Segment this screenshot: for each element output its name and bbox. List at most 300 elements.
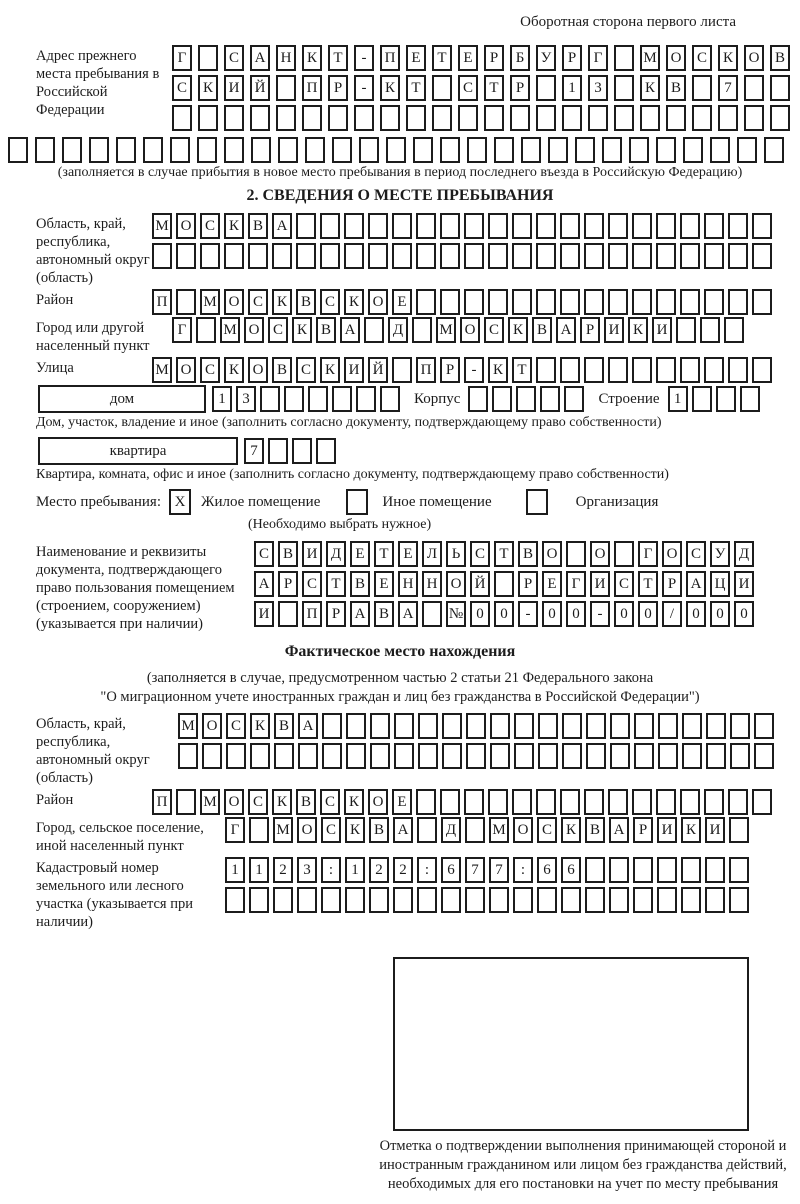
char-cell: В: [296, 289, 316, 315]
char-cell: С: [172, 75, 192, 101]
char-cell: П: [152, 789, 172, 815]
char-cell: Й: [250, 75, 270, 101]
char-cell: [490, 743, 510, 769]
char-cell: [250, 105, 270, 131]
char-cell: Р: [326, 601, 346, 627]
char-cell: [440, 289, 460, 315]
char-cell: [706, 743, 726, 769]
char-cell: С: [200, 213, 220, 239]
char-cell: [676, 317, 696, 343]
char-cell: [464, 243, 484, 269]
char-cell: Е: [406, 45, 426, 71]
char-cell: [752, 789, 772, 815]
char-cell: Т: [432, 45, 452, 71]
char-cell: [417, 887, 437, 913]
char-cell: [632, 789, 652, 815]
char-cell: М: [640, 45, 660, 71]
organization-label: Организация: [575, 493, 659, 510]
char-cell: В: [585, 817, 605, 843]
char-cell: [465, 817, 485, 843]
prev-address-line1: [172, 45, 796, 71]
char-cell: О: [513, 817, 533, 843]
char-cell: :: [513, 857, 533, 883]
char-cell: М: [152, 213, 172, 239]
char-cell: [432, 105, 452, 131]
char-cell: [344, 213, 364, 239]
char-cell: [354, 105, 374, 131]
char-cell: [494, 137, 514, 163]
char-cell: [682, 713, 702, 739]
district3-row: [8, 789, 792, 815]
char-cell: Р: [484, 45, 504, 71]
char-cell: О: [744, 45, 764, 71]
city3-row: [8, 817, 792, 855]
char-cell: 3: [588, 75, 608, 101]
char-cell: О: [224, 789, 244, 815]
char-cell: [224, 137, 244, 163]
char-cell: [562, 713, 582, 739]
char-cell: [273, 887, 293, 913]
char-cell: М: [220, 317, 240, 343]
char-cell: К: [344, 289, 364, 315]
char-cell: [198, 105, 218, 131]
char-cell: 0: [566, 601, 586, 627]
house-note: Дом, участок, владение и иное (заполнить согласно документу, подтверждающему право собственности): [36, 415, 662, 430]
char-cell: [492, 386, 512, 412]
prev-address-label: Адрес прежнего места пребывания в Российской Федерации: [36, 48, 160, 118]
char-cell: [432, 75, 452, 101]
char-cell: [704, 357, 724, 383]
char-cell: К: [681, 817, 701, 843]
char-cell: [560, 357, 580, 383]
house-row: [38, 385, 792, 413]
char-cell: К: [224, 213, 244, 239]
char-cell: [176, 243, 196, 269]
char-cell: О: [297, 817, 317, 843]
char-cell: [584, 357, 604, 383]
char-cell: [248, 243, 268, 269]
char-cell: Ь: [446, 541, 466, 567]
char-cell: [614, 541, 634, 567]
char-cell: [249, 817, 269, 843]
char-cell: [710, 137, 730, 163]
char-cell: [536, 789, 556, 815]
char-cell: [458, 105, 478, 131]
char-cell: [322, 743, 342, 769]
char-cell: [368, 243, 388, 269]
char-cell: [370, 713, 390, 739]
char-cell: [464, 213, 484, 239]
char-cell: [346, 743, 366, 769]
char-cell: М: [436, 317, 456, 343]
char-cell: [417, 817, 437, 843]
char-cell: [666, 105, 686, 131]
char-cell: Д: [326, 541, 346, 567]
char-cell: [276, 75, 296, 101]
char-cell: [464, 789, 484, 815]
mark-box: [393, 957, 749, 1131]
checkbox-residential: X: [169, 489, 191, 515]
char-cell: Е: [392, 289, 412, 315]
char-cell: В: [248, 213, 268, 239]
char-cell: -: [518, 601, 538, 627]
apartment-row: [38, 437, 792, 465]
region3-line1: [178, 713, 778, 739]
char-cell: О: [542, 541, 562, 567]
char-cell: [316, 438, 336, 464]
char-cell: [488, 289, 508, 315]
char-cell: Г: [638, 541, 658, 567]
char-cell: К: [302, 45, 322, 71]
char-cell: [657, 857, 677, 883]
char-cell: [197, 137, 217, 163]
char-cell: Л: [422, 541, 442, 567]
char-cell: [224, 243, 244, 269]
char-cell: [656, 789, 676, 815]
char-cell: К: [272, 789, 292, 815]
char-cell: К: [561, 817, 581, 843]
district-row: [8, 289, 792, 315]
document-line3: [254, 601, 758, 627]
char-cell: [729, 887, 749, 913]
char-cell: [632, 357, 652, 383]
char-cell: [752, 243, 772, 269]
char-cell: [700, 317, 720, 343]
char-cell: В: [374, 601, 394, 627]
char-cell: [344, 243, 364, 269]
char-cell: [680, 789, 700, 815]
char-cell: [729, 857, 749, 883]
char-cell: С: [321, 817, 341, 843]
char-cell: [692, 105, 712, 131]
char-cell: [514, 743, 534, 769]
char-cell: [656, 289, 676, 315]
char-cell: Р: [633, 817, 653, 843]
char-cell: -: [354, 45, 374, 71]
char-cell: С: [537, 817, 557, 843]
char-cell: Т: [406, 75, 426, 101]
char-cell: А: [686, 571, 706, 597]
region3-line2: [178, 743, 778, 769]
char-cell: [682, 743, 702, 769]
char-cell: [368, 213, 388, 239]
char-cell: [704, 243, 724, 269]
char-cell: [510, 105, 530, 131]
char-cell: В: [278, 541, 298, 567]
char-cell: [724, 317, 744, 343]
char-cell: Р: [440, 357, 460, 383]
char-cell: И: [604, 317, 624, 343]
char-cell: О: [662, 541, 682, 567]
char-cell: [172, 105, 192, 131]
char-cell: 2: [393, 857, 413, 883]
char-cell: О: [244, 317, 264, 343]
char-cell: С: [200, 357, 220, 383]
char-cell: О: [446, 571, 466, 597]
char-cell: А: [272, 213, 292, 239]
char-cell: [536, 75, 556, 101]
char-cell: [392, 243, 412, 269]
char-cell: С: [686, 541, 706, 567]
city-label: Город или другой населенный пункт: [36, 320, 150, 354]
char-cell: [560, 243, 580, 269]
char-cell: [328, 105, 348, 131]
char-cell: Й: [470, 571, 490, 597]
char-cell: [584, 213, 604, 239]
char-cell: К: [198, 75, 218, 101]
cadastre-line2: [225, 887, 753, 913]
region3-row: [8, 713, 792, 787]
char-cell: [442, 713, 462, 739]
char-cell: [116, 137, 136, 163]
char-cell: [728, 789, 748, 815]
mark-block: [379, 957, 800, 1194]
prev-address-row: [8, 45, 792, 135]
char-cell: О: [176, 213, 196, 239]
region-line2: [152, 243, 776, 269]
street-cells: [152, 357, 776, 383]
char-cell: К: [718, 45, 738, 71]
char-cell: [356, 386, 376, 412]
char-cell: Г: [566, 571, 586, 597]
char-cell: [584, 789, 604, 815]
char-cell: [692, 75, 712, 101]
char-cell: В: [532, 317, 552, 343]
char-cell: [332, 386, 352, 412]
char-cell: [422, 601, 442, 627]
char-cell: [608, 243, 628, 269]
char-cell: [416, 789, 436, 815]
char-cell: [418, 713, 438, 739]
char-cell: [608, 357, 628, 383]
house-box: дом: [38, 385, 206, 413]
char-cell: А: [298, 713, 318, 739]
char-cell: [633, 887, 653, 913]
char-cell: [629, 137, 649, 163]
char-cell: А: [340, 317, 360, 343]
char-cell: /: [662, 601, 682, 627]
char-cell: Д: [441, 817, 461, 843]
korpus-label: Корпус: [414, 390, 461, 407]
char-cell: [284, 386, 304, 412]
char-cell: О: [202, 713, 222, 739]
char-cell: И: [344, 357, 364, 383]
char-cell: Р: [278, 571, 298, 597]
char-cell: О: [590, 541, 610, 567]
cadastre-label: Кадастровый номер земельного или лесного участка (указывается при наличии): [36, 860, 193, 930]
char-cell: [632, 213, 652, 239]
char-cell: С: [614, 571, 634, 597]
char-cell: [394, 743, 414, 769]
char-cell: В: [350, 571, 370, 597]
char-cell: [585, 887, 605, 913]
district3-cells: [152, 789, 776, 815]
region-line1: [152, 213, 776, 239]
char-cell: [380, 105, 400, 131]
char-cell: И: [590, 571, 610, 597]
char-cell: 1: [249, 857, 269, 883]
char-cell: С: [484, 317, 504, 343]
char-cell: М: [178, 713, 198, 739]
char-cell: К: [380, 75, 400, 101]
char-cell: [178, 743, 198, 769]
char-cell: [728, 213, 748, 239]
char-cell: [560, 289, 580, 315]
char-cell: Т: [512, 357, 532, 383]
char-cell: С: [248, 789, 268, 815]
char-cell: К: [345, 817, 365, 843]
char-cell: Г: [588, 45, 608, 71]
char-cell: [298, 743, 318, 769]
district3-label: Район: [36, 792, 74, 808]
char-cell: [608, 789, 628, 815]
char-cell: В: [770, 45, 790, 71]
char-cell: [764, 137, 784, 163]
char-cell: [683, 137, 703, 163]
char-cell: 0: [614, 601, 634, 627]
char-cell: И: [302, 541, 322, 567]
char-cell: 2: [369, 857, 389, 883]
char-cell: Е: [458, 45, 478, 71]
char-cell: [260, 386, 280, 412]
char-cell: [418, 743, 438, 769]
char-cell: [560, 789, 580, 815]
char-cell: [632, 289, 652, 315]
char-cell: К: [292, 317, 312, 343]
char-cell: В: [316, 317, 336, 343]
char-cell: С: [226, 713, 246, 739]
char-cell: [468, 386, 488, 412]
other-premises-label: Иное помещение: [382, 493, 492, 510]
char-cell: [442, 743, 462, 769]
char-cell: П: [302, 601, 322, 627]
char-cell: 1: [562, 75, 582, 101]
char-cell: И: [254, 601, 274, 627]
korpus-cells: [468, 386, 588, 412]
char-cell: 7: [489, 857, 509, 883]
char-cell: [658, 713, 678, 739]
char-cell: [386, 137, 406, 163]
prev-address-extra-row: [8, 137, 792, 163]
char-cell: Е: [542, 571, 562, 597]
house-cells: [212, 386, 404, 412]
char-cell: П: [416, 357, 436, 383]
char-cell: Й: [368, 357, 388, 383]
char-cell: К: [320, 357, 340, 383]
char-cell: [345, 887, 365, 913]
char-cell: [537, 887, 557, 913]
char-cell: И: [652, 317, 672, 343]
char-cell: Е: [392, 789, 412, 815]
stroenie-cells: [668, 386, 764, 412]
char-cell: Р: [562, 45, 582, 71]
char-cell: -: [354, 75, 374, 101]
char-cell: 1: [345, 857, 365, 883]
char-cell: [490, 713, 510, 739]
char-cell: С: [302, 571, 322, 597]
char-cell: [484, 105, 504, 131]
char-cell: К: [344, 789, 364, 815]
char-cell: К: [250, 713, 270, 739]
char-cell: [488, 213, 508, 239]
cadastre-cells: [225, 857, 753, 917]
char-cell: И: [734, 571, 754, 597]
char-cell: 0: [470, 601, 490, 627]
char-cell: 6: [561, 857, 581, 883]
char-cell: С: [268, 317, 288, 343]
char-cell: [656, 137, 676, 163]
corner-note: Оборотная сторона первого листа: [520, 14, 736, 30]
char-cell: [512, 289, 532, 315]
char-cell: [416, 243, 436, 269]
char-cell: [536, 213, 556, 239]
char-cell: М: [200, 289, 220, 315]
char-cell: Р: [510, 75, 530, 101]
char-cell: [575, 137, 595, 163]
char-cell: [564, 386, 584, 412]
char-cell: О: [176, 357, 196, 383]
char-cell: 7: [244, 438, 264, 464]
city3-cells: [225, 817, 753, 843]
char-cell: [143, 137, 163, 163]
char-cell: [536, 243, 556, 269]
char-cell: Н: [398, 571, 418, 597]
prev-address-line3: [172, 105, 796, 131]
char-cell: [632, 243, 652, 269]
char-cell: Е: [374, 571, 394, 597]
char-cell: [224, 105, 244, 131]
char-cell: [467, 137, 487, 163]
char-cell: [272, 243, 292, 269]
char-cell: [296, 243, 316, 269]
char-cell: [196, 317, 216, 343]
district-cells: [152, 289, 776, 315]
stay-type-row: [36, 489, 792, 515]
char-cell: В: [296, 789, 316, 815]
section2-title: 2. СВЕДЕНИЯ О МЕСТЕ ПРЕБЫВАНИЯ: [246, 187, 554, 204]
residential-label: Жилое помещение: [201, 493, 321, 510]
char-cell: [332, 137, 352, 163]
char-cell: [308, 386, 328, 412]
char-cell: [278, 137, 298, 163]
char-cell: О: [666, 45, 686, 71]
char-cell: А: [398, 601, 418, 627]
char-cell: С: [224, 45, 244, 71]
char-cell: А: [609, 817, 629, 843]
char-cell: [728, 243, 748, 269]
char-cell: [752, 289, 772, 315]
char-cell: [729, 817, 749, 843]
char-cell: [584, 243, 604, 269]
char-cell: [251, 137, 271, 163]
char-cell: Т: [326, 571, 346, 597]
char-cell: М: [152, 357, 172, 383]
char-cell: К: [628, 317, 648, 343]
char-cell: Д: [734, 541, 754, 567]
char-cell: [614, 75, 634, 101]
char-cell: [540, 386, 560, 412]
prev-address-line4: [8, 137, 791, 163]
char-cell: 1: [225, 857, 245, 883]
char-cell: [562, 743, 582, 769]
char-cell: [658, 743, 678, 769]
char-cell: [562, 105, 582, 131]
char-cell: [728, 289, 748, 315]
char-cell: [680, 289, 700, 315]
char-cell: [640, 105, 660, 131]
char-cell: [305, 137, 325, 163]
checkbox-other-premises: [346, 489, 368, 515]
